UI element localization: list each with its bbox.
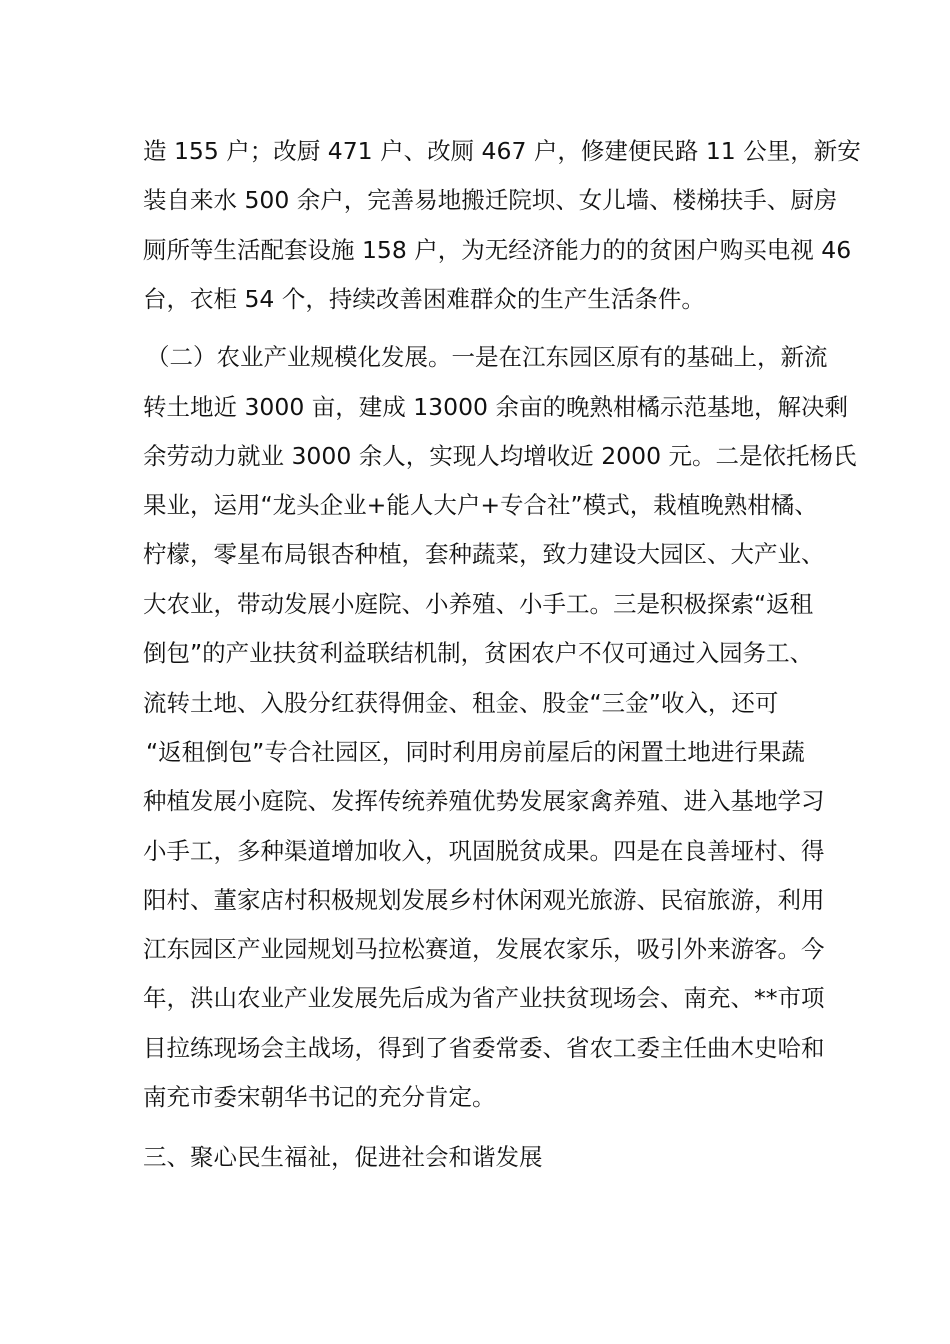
- text-line-9: 柠檬，零星布局银杏种植，套种蔬菜，致力建设大园区、大产业、: [143, 540, 825, 568]
- text-line-6: 转土地近 3000 亩，建成 13000 余亩的晚熟柑橘示范基地，解决剩: [143, 393, 848, 421]
- text-line-4: 台，衣柜 54 个，持续改善困难群众的生产生活条件。: [143, 285, 705, 313]
- text-line-11: 倒包”的产业扶贫利益联结机制，贫困农户不仅可通过入园务工、: [143, 639, 814, 667]
- text-line-15: 小手工，多种渠道增加收入，巩固脱贫成果。四是在良善垭村、得: [143, 837, 825, 865]
- text-line-10: 大农业，带动发展小庭院、小养殖、小手工。三是积极探索“返租: [143, 590, 814, 618]
- text-line-14: 种植发展小庭院、发挥传统养殖优势发展家禽养殖、进入基地学习: [143, 787, 825, 815]
- text-line-8: 果业，运用“龙头企业+能人大户+专合社”模式，栽植晚熟柑橘、: [143, 491, 818, 519]
- text-line-3: 厕所等生活配套设施 158 户，为无经济能力的的贫困户购买电视 46: [143, 236, 852, 264]
- section-heading-livelihood: 三、聚心民生福祉，促进社会和谐发展: [143, 1143, 543, 1171]
- text-line-13: “返租倒包”专合社园区，同时利用房前屋后的闲置土地进行果蔬: [146, 738, 805, 766]
- section-heading-agriculture: （二）农业产业规模化发展。一是在江东园区原有的基础上，新流: [146, 343, 828, 371]
- text-line-19: 目拉练现场会主战场，得到了省委常委、省农工委主任曲木史哈和: [143, 1034, 825, 1062]
- text-line-18: 年，洪山农业产业发展先后成为省产业扶贫现场会、南充、**市项: [143, 984, 825, 1012]
- text-line-12: 流转土地、入股分红获得佣金、租金、股金“三金”收入，还可: [143, 689, 779, 717]
- text-line-17: 江东园区产业园规划马拉松赛道，发展农家乐，吸引外来游客。今: [143, 935, 825, 963]
- text-line-20: 南充市委宋朝华书记的充分肯定。: [143, 1083, 496, 1111]
- text-line-1: 造 155 户；改厨 471 户、改厕 467 户，修建便民路 11 公里，新安: [143, 137, 861, 165]
- text-line-16: 阳村、董家店村积极规划发展乡村休闲观光旅游、民宿旅游，利用: [143, 886, 825, 914]
- text-line-7: 余劳动力就业 3000 余人，实现人均增收近 2000 元。二是依托杨氏: [143, 442, 857, 470]
- text-line-2: 装自来水 500 余户，完善易地搬迁院坝、女儿墙、楼梯扶手、厨房: [143, 186, 838, 214]
